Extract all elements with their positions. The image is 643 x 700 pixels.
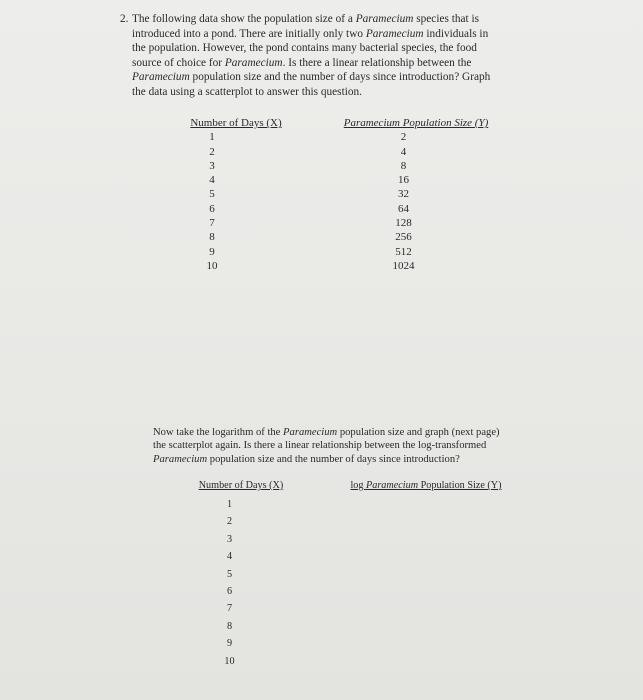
table2-day-cell: 6 (226, 586, 233, 598)
question-line: source of choice for Paramecium. Is there a linear relationship between the (132, 56, 472, 69)
table2-log-population-column (331, 479, 521, 493)
table2-day-cell: 10 (224, 655, 235, 667)
table2-day-cell: 7 (226, 603, 233, 615)
table1-population-header: Paramecium Population Size (Y) (343, 117, 489, 129)
followup-text (153, 426, 553, 466)
table1-population-cell: 8 (400, 159, 407, 172)
question-2 (120, 12, 552, 99)
followup-instruction (153, 426, 553, 466)
table1-population-cell: 64 (398, 202, 409, 215)
table1-population-cell: 1024 (392, 259, 415, 272)
table1-population-cell: 32 (398, 188, 409, 201)
question-line: The following data show the population size of a Paramecium species that is (132, 13, 479, 25)
table1-day-cell: 7 (209, 217, 215, 230)
table1-population-column (331, 116, 501, 273)
table1-days-header: Number of Days (X) (190, 117, 282, 129)
question-line: the data using a scatterplot to answer this question. (132, 85, 362, 98)
table2-log-population-header: log Paramecium Population Size (Y) (350, 480, 502, 491)
followup-line: Now take the logarithm of the Paramecium population size and graph (next page) (153, 427, 500, 438)
table1-population-cell: 16 (398, 174, 409, 187)
table2-days-header: Number of Days (X) (198, 480, 284, 491)
table1-day-cell: 6 (209, 202, 215, 215)
table1-day-cell: 2 (209, 145, 215, 158)
question-line: the population. However, the pond contains many bacterial species, the food (132, 42, 477, 54)
question-line: introduced into a pond. There are initially only two Paramecium individuals in (132, 27, 489, 40)
table2-day-cell: 5 (226, 568, 233, 580)
table1-population-cell: 256 (395, 231, 412, 244)
table2-day-cell: 2 (226, 516, 233, 528)
table2-day-cell: 9 (226, 638, 233, 650)
table1-population-cell: 4 (400, 145, 407, 158)
table1-day-cell: 1 (209, 131, 215, 144)
table1-day-cell: 10 (206, 259, 218, 272)
table2-days-values (188, 496, 294, 670)
table1-days-column (183, 116, 289, 273)
table1-population-values (331, 130, 501, 273)
table1-day-cell: 9 (209, 245, 215, 258)
table1-day-cell: 4 (209, 174, 215, 187)
table1-population-cell: 128 (395, 217, 412, 230)
table2-day-cell: 3 (226, 533, 233, 545)
table1-day-cell: 8 (209, 231, 215, 244)
question-number: 2. (120, 13, 129, 25)
table2-day-cell: 1 (226, 499, 233, 510)
question-text (132, 12, 552, 99)
table2-day-cell: 8 (226, 620, 233, 632)
table1-day-cell: 5 (209, 188, 215, 201)
table1-population-cell: 2 (400, 131, 407, 144)
table2-days-column (188, 479, 294, 670)
table1-days-values (183, 130, 289, 273)
table1-population-cell: 512 (395, 245, 412, 258)
table1-day-cell: 3 (209, 159, 215, 172)
followup-line: the scatterplot again. Is there a linear relationship between the log-transformed (153, 440, 487, 452)
table2-day-cell: 4 (226, 551, 233, 563)
question-line: Paramecium population size and the number of days since introduction? Graph (132, 71, 491, 83)
followup-line: Paramecium population size and the number of days since introduction? (153, 453, 460, 465)
